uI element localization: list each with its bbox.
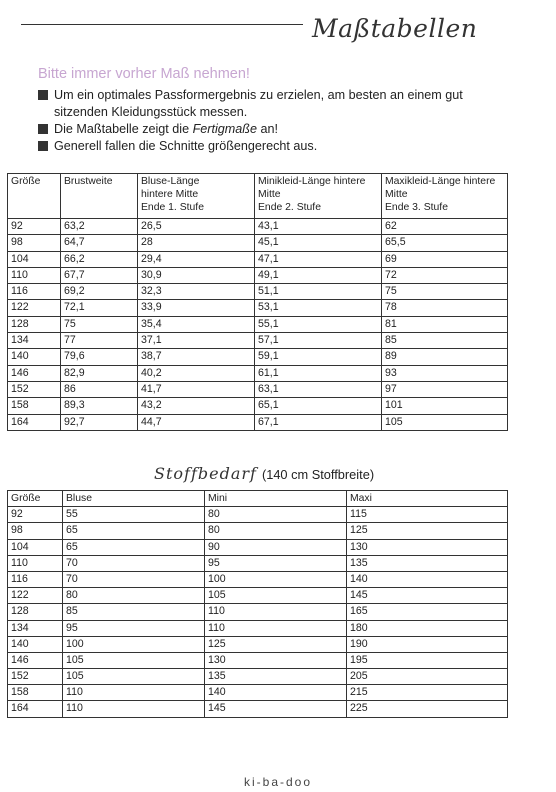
table-row bbox=[8, 284, 508, 300]
table-cell: 82,9 bbox=[61, 365, 138, 381]
table-row bbox=[8, 267, 508, 283]
table-cell: 140 bbox=[8, 636, 63, 652]
table-cell: 65 bbox=[63, 539, 205, 555]
table-cell: 64,7 bbox=[61, 235, 138, 251]
table-cell: 66,2 bbox=[61, 251, 138, 267]
table-row bbox=[8, 620, 508, 636]
table-cell: 80 bbox=[63, 588, 205, 604]
table-row bbox=[8, 365, 508, 381]
table-cell: 65,1 bbox=[255, 398, 382, 414]
bullet-text-part: an! bbox=[257, 122, 279, 136]
table-cell: 43,1 bbox=[255, 219, 382, 235]
bullet-text bbox=[54, 121, 278, 138]
header-rule bbox=[21, 24, 303, 25]
bullet-text: Um ein optimales Passformergebnis zu erzielen, am besten an einem gut sitzenden Kleidungsstück messen. bbox=[54, 88, 463, 119]
table-cell: 67,1 bbox=[255, 414, 382, 430]
table-row bbox=[8, 523, 508, 539]
table-row bbox=[8, 669, 508, 685]
table-row bbox=[8, 604, 508, 620]
table-cell: 145 bbox=[205, 701, 347, 717]
square-bullet-icon bbox=[38, 141, 48, 151]
table-cell: 67,7 bbox=[61, 267, 138, 283]
table-cell: 110 bbox=[8, 267, 61, 283]
table-cell: 100 bbox=[63, 636, 205, 652]
table-cell: 146 bbox=[8, 652, 63, 668]
fabric-title: Stoffbedarf bbox=[154, 464, 257, 483]
intro-heading: Bitte immer vorher Maß nehmen! bbox=[38, 66, 250, 82]
table-cell: 85 bbox=[382, 333, 508, 349]
fabric-note: (140 cm Stoffbreite) bbox=[261, 467, 375, 482]
table-cell: 97 bbox=[382, 381, 508, 397]
table-cell: 29,4 bbox=[138, 251, 255, 267]
table-cell: 77 bbox=[61, 333, 138, 349]
table-cell: 72 bbox=[382, 267, 508, 283]
table-cell: 65 bbox=[63, 523, 205, 539]
footer-brand: ki-ba-doo bbox=[243, 775, 313, 789]
table-cell: 62 bbox=[382, 219, 508, 235]
table-cell: 28 bbox=[138, 235, 255, 251]
table-cell: 140 bbox=[205, 685, 347, 701]
bullet-text-part: Die Maßtabelle zeigt die bbox=[54, 122, 193, 136]
table-row bbox=[8, 652, 508, 668]
table-cell: 49,1 bbox=[255, 267, 382, 283]
table-cell: 110 bbox=[8, 555, 63, 571]
table-cell: 95 bbox=[205, 555, 347, 571]
table-cell: 130 bbox=[205, 652, 347, 668]
table-row bbox=[8, 235, 508, 251]
page-title: Maßtabellen bbox=[312, 14, 478, 43]
table-row bbox=[8, 414, 508, 430]
table-cell: 93 bbox=[382, 365, 508, 381]
table-cell: 215 bbox=[347, 685, 508, 701]
table-cell: 51,1 bbox=[255, 284, 382, 300]
table-cell: 53,1 bbox=[255, 300, 382, 316]
table-cell: 165 bbox=[347, 604, 508, 620]
square-bullet-icon bbox=[38, 90, 48, 100]
table-cell: 122 bbox=[8, 588, 63, 604]
table-cell: 104 bbox=[8, 539, 63, 555]
column-header: Bluse bbox=[63, 491, 205, 507]
bullet-item bbox=[38, 121, 498, 138]
fabric-table bbox=[7, 490, 508, 718]
table-cell: 89,3 bbox=[61, 398, 138, 414]
intro-section bbox=[38, 66, 498, 155]
table-cell: 134 bbox=[8, 620, 63, 636]
table-cell: 100 bbox=[205, 571, 347, 587]
table-cell: 70 bbox=[63, 555, 205, 571]
column-header: Brustweite bbox=[61, 174, 138, 219]
fabric-table-header-row bbox=[8, 491, 508, 507]
table-cell: 38,7 bbox=[138, 349, 255, 365]
table-cell: 98 bbox=[8, 235, 61, 251]
table-row bbox=[8, 251, 508, 267]
table-cell: 85 bbox=[63, 604, 205, 620]
table-cell: 205 bbox=[347, 669, 508, 685]
table-cell: 80 bbox=[205, 523, 347, 539]
table-cell: 180 bbox=[347, 620, 508, 636]
table-cell: 43,2 bbox=[138, 398, 255, 414]
square-bullet-icon bbox=[38, 124, 48, 134]
table-cell: 79,6 bbox=[61, 349, 138, 365]
table-cell: 145 bbox=[347, 588, 508, 604]
table-cell: 190 bbox=[347, 636, 508, 652]
table-row bbox=[8, 333, 508, 349]
table-row bbox=[8, 588, 508, 604]
table-cell: 105 bbox=[63, 652, 205, 668]
table-cell: 152 bbox=[8, 381, 61, 397]
table-row bbox=[8, 571, 508, 587]
table-cell: 40,2 bbox=[138, 365, 255, 381]
table-cell: 63,2 bbox=[61, 219, 138, 235]
table-cell: 152 bbox=[8, 669, 63, 685]
table-cell: 130 bbox=[347, 539, 508, 555]
table-cell: 164 bbox=[8, 414, 61, 430]
table-cell: 164 bbox=[8, 701, 63, 717]
table-cell: 110 bbox=[205, 604, 347, 620]
table-cell: 89 bbox=[382, 349, 508, 365]
table-cell: 140 bbox=[8, 349, 61, 365]
table-cell: 105 bbox=[63, 669, 205, 685]
table-row bbox=[8, 316, 508, 332]
fabric-heading bbox=[154, 464, 374, 483]
table-row bbox=[8, 300, 508, 316]
table-cell: 72,1 bbox=[61, 300, 138, 316]
table-cell: 81 bbox=[382, 316, 508, 332]
table-cell: 70 bbox=[63, 571, 205, 587]
table-row bbox=[8, 219, 508, 235]
table-cell: 37,1 bbox=[138, 333, 255, 349]
table-cell: 44,7 bbox=[138, 414, 255, 430]
table-cell: 69 bbox=[382, 251, 508, 267]
table-cell: 92 bbox=[8, 507, 63, 523]
bullet-item bbox=[38, 138, 498, 155]
column-header: Größe bbox=[8, 174, 61, 219]
table-cell: 225 bbox=[347, 701, 508, 717]
table-cell: 105 bbox=[205, 588, 347, 604]
table-cell: 195 bbox=[347, 652, 508, 668]
table-row bbox=[8, 701, 508, 717]
table-cell: 61,1 bbox=[255, 365, 382, 381]
column-header: Größe bbox=[8, 491, 63, 507]
table-cell: 158 bbox=[8, 685, 63, 701]
table-cell: 86 bbox=[61, 381, 138, 397]
table-cell: 35,4 bbox=[138, 316, 255, 332]
table-cell: 92 bbox=[8, 219, 61, 235]
table-cell: 125 bbox=[205, 636, 347, 652]
table-cell: 115 bbox=[347, 507, 508, 523]
table-cell: 26,5 bbox=[138, 219, 255, 235]
table-cell: 110 bbox=[63, 701, 205, 717]
table-cell: 57,1 bbox=[255, 333, 382, 349]
fabric-table-body bbox=[8, 507, 508, 717]
table-cell: 75 bbox=[382, 284, 508, 300]
table-cell: 116 bbox=[8, 571, 63, 587]
table-cell: 105 bbox=[382, 414, 508, 430]
table-cell: 59,1 bbox=[255, 349, 382, 365]
table-cell: 110 bbox=[205, 620, 347, 636]
column-header: Maxi bbox=[347, 491, 508, 507]
bullet-item bbox=[38, 87, 498, 121]
table-cell: 140 bbox=[347, 571, 508, 587]
table-cell: 90 bbox=[205, 539, 347, 555]
size-table-header-row bbox=[8, 174, 508, 219]
table-row bbox=[8, 555, 508, 571]
table-cell: 98 bbox=[8, 523, 63, 539]
table-cell: 101 bbox=[382, 398, 508, 414]
table-cell: 30,9 bbox=[138, 267, 255, 283]
table-cell: 92,7 bbox=[61, 414, 138, 430]
bullet-text: Generell fallen die Schnitte größengerecht aus. bbox=[54, 139, 318, 153]
table-cell: 134 bbox=[8, 333, 61, 349]
table-cell: 158 bbox=[8, 398, 61, 414]
table-row bbox=[8, 381, 508, 397]
table-cell: 116 bbox=[8, 284, 61, 300]
table-cell: 128 bbox=[8, 604, 63, 620]
table-cell: 75 bbox=[61, 316, 138, 332]
size-table bbox=[7, 173, 508, 431]
table-cell: 135 bbox=[205, 669, 347, 685]
table-cell: 33,9 bbox=[138, 300, 255, 316]
column-header: Maxikleid-Länge hintere Mitte Ende 3. Stufe bbox=[382, 174, 508, 219]
table-cell: 55,1 bbox=[255, 316, 382, 332]
table-cell: 63,1 bbox=[255, 381, 382, 397]
table-row bbox=[8, 507, 508, 523]
table-cell: 125 bbox=[347, 523, 508, 539]
table-row bbox=[8, 398, 508, 414]
table-cell: 69,2 bbox=[61, 284, 138, 300]
table-cell: 78 bbox=[382, 300, 508, 316]
table-row bbox=[8, 685, 508, 701]
table-cell: 110 bbox=[63, 685, 205, 701]
table-cell: 65,5 bbox=[382, 235, 508, 251]
table-row bbox=[8, 636, 508, 652]
table-row bbox=[8, 539, 508, 555]
page-header bbox=[0, 0, 556, 60]
table-cell: 32,3 bbox=[138, 284, 255, 300]
table-cell: 80 bbox=[205, 507, 347, 523]
table-cell: 47,1 bbox=[255, 251, 382, 267]
table-row bbox=[8, 349, 508, 365]
table-cell: 128 bbox=[8, 316, 61, 332]
table-cell: 135 bbox=[347, 555, 508, 571]
table-cell: 55 bbox=[63, 507, 205, 523]
bullet-emphasis: Fertigmaße bbox=[192, 122, 257, 136]
table-cell: 41,7 bbox=[138, 381, 255, 397]
table-cell: 104 bbox=[8, 251, 61, 267]
table-cell: 45,1 bbox=[255, 235, 382, 251]
column-header: Bluse-Länge hintere Mitte Ende 1. Stufe bbox=[138, 174, 255, 219]
table-cell: 95 bbox=[63, 620, 205, 636]
table-cell: 146 bbox=[8, 365, 61, 381]
column-header: Mini bbox=[205, 491, 347, 507]
table-cell: 122 bbox=[8, 300, 61, 316]
column-header: Minikleid-Länge hintere Mitte Ende 2. Stufe bbox=[255, 174, 382, 219]
size-table-body bbox=[8, 219, 508, 431]
